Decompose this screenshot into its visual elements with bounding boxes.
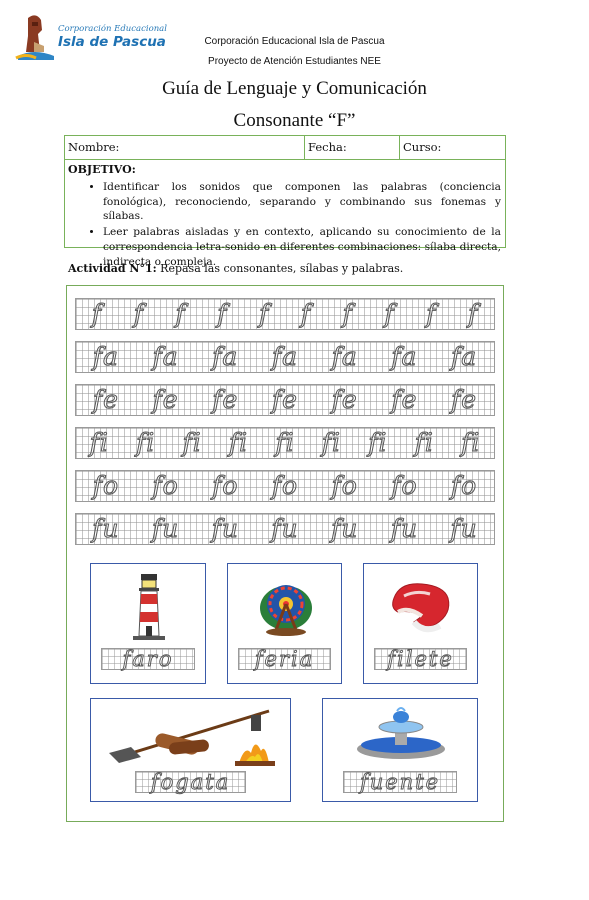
ferris-wheel-icon [258, 572, 314, 638]
word-trace-fuente: fuente [343, 771, 457, 793]
trace-syllable: fu [330, 514, 359, 543]
tracing-row-f [75, 298, 495, 330]
trace-syllable: fa [271, 342, 299, 371]
objective-heading: OBJETIVO: [68, 163, 136, 176]
course-label: Curso: [403, 140, 442, 154]
trace-syllable: fo [152, 471, 179, 500]
fountain-icon [353, 705, 449, 761]
word-trace-faro: faro [101, 648, 195, 670]
trace-syllable: fo [331, 471, 358, 500]
trace-syllable: fi [275, 428, 295, 457]
trace-syllable: fo [92, 471, 119, 500]
tracing-row-fe [75, 384, 495, 416]
trace-syllable: fe [451, 385, 478, 414]
trace-syllable: f [258, 299, 270, 328]
word-card-feria [227, 563, 342, 684]
trace-syllable: f [300, 299, 312, 328]
activity-label: Actividad N°1: [68, 262, 157, 275]
trace-syllable: fa [331, 342, 358, 371]
word-card-fuente [322, 698, 478, 802]
trace-syllable: fe [271, 385, 298, 414]
name-label: Nombre: [68, 140, 120, 154]
trace-syllable: fo [212, 471, 239, 500]
word-trace-filete: filete [374, 648, 467, 670]
logo-line-1: Corporación Educacional [58, 24, 167, 34]
word-card-filete [363, 563, 478, 684]
word-trace-feria: feria [238, 648, 331, 670]
trace-syllable: f [342, 299, 353, 328]
trace-syllable: fi [89, 428, 109, 457]
trace-syllable: fu [271, 514, 299, 543]
trace-syllable: fi [136, 428, 156, 457]
tracing-row-fu [75, 513, 495, 545]
page-title: Guía de Lenguaje y Comunicación [162, 78, 427, 99]
date-field[interactable] [305, 136, 400, 160]
trace-syllable: fa [450, 342, 478, 371]
trace-syllable: fe [152, 385, 179, 414]
trace-syllable: fo [271, 471, 299, 500]
trace-syllable: fe [92, 385, 119, 414]
trace-syllable: fa [92, 342, 119, 371]
steak-fillet-icon [386, 578, 456, 634]
tracing-row-fi [75, 427, 495, 459]
trace-syllable: fi [414, 428, 434, 457]
trace-syllable: f [384, 299, 395, 328]
tracing-row-fa [75, 341, 495, 373]
trace-syllable: fo [450, 471, 478, 500]
trace-syllable: fi [368, 428, 388, 457]
trace-syllable: f [91, 299, 103, 328]
trace-syllable: fe [212, 385, 239, 414]
word-card-faro [90, 563, 206, 684]
info-header-row [65, 136, 505, 160]
trace-syllable: fu [151, 514, 180, 543]
trace-syllable: fi [228, 428, 249, 457]
trace-syllable: fo [391, 471, 418, 500]
trace-syllable: fa [212, 342, 239, 371]
name-field[interactable] [65, 136, 305, 160]
trace-syllable: f [133, 299, 144, 328]
tracing-row-fo [75, 470, 495, 502]
organization-name: Corporación Educacional Isla de Pascua [204, 36, 385, 47]
student-info-table [64, 135, 506, 268]
trace-syllable: f [467, 299, 479, 328]
trace-syllable: fe [331, 385, 358, 414]
trace-syllable: fi [321, 428, 342, 457]
word-trace-fogata: fogata [135, 771, 246, 793]
trace-syllable: fu [450, 514, 478, 543]
trace-syllable: f [426, 299, 437, 328]
trace-syllable: f [175, 299, 186, 328]
trace-syllable: fe [391, 385, 418, 414]
lighthouse-icon [129, 572, 169, 642]
trace-syllable: fu [211, 514, 239, 543]
trace-syllable: fu [390, 514, 419, 543]
objective-item: • Identificar los sonidos que componen las palabras (conciencia fonológica), reconociendo, separando y combinando sus fonemas y sílabas. [103, 180, 501, 224]
trace-syllable: f [217, 299, 228, 328]
campfire-icon [105, 707, 281, 769]
date-label: Fecha: [308, 140, 347, 154]
course-field[interactable] [400, 136, 505, 160]
trace-syllable: fi [182, 428, 202, 457]
trace-syllable: fi [461, 428, 481, 457]
trace-syllable: fa [152, 342, 179, 371]
logo-line-2: Isla de Pascua [58, 34, 166, 50]
objective-list [87, 180, 501, 270]
trace-syllable: fu [92, 514, 120, 543]
objective-item: • Leer palabras aisladas y en contexto, aplicando su conocimiento de la correspondencia letra-sonido en diferentes combinaciones: sílaba directa, indirecta o compleja. [103, 225, 501, 269]
activity-instruction [68, 262, 403, 275]
page-subtitle: Consonante “F” [233, 110, 356, 131]
tracing-worksheet [66, 285, 504, 822]
word-card-fogata [90, 698, 291, 802]
project-name: Proyecto de Atención Estudiantes NEE [208, 56, 381, 67]
trace-syllable: fa [391, 342, 418, 371]
activity-text: Repasa las consonantes, sílabas y palabras. [156, 262, 404, 275]
